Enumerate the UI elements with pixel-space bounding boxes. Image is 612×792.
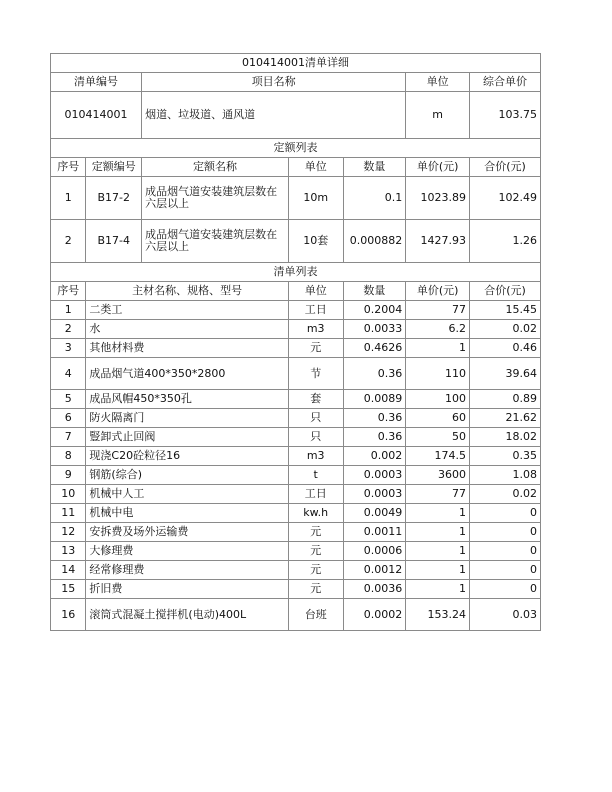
material-header-row bbox=[51, 282, 541, 301]
material-unit: 元 bbox=[288, 523, 343, 542]
material-qty: 0.0036 bbox=[343, 580, 406, 599]
material-name: 成品风帽450*350孔 bbox=[86, 390, 288, 409]
quota-total: 102.49 bbox=[470, 177, 541, 220]
material-qty: 0.0003 bbox=[343, 466, 406, 485]
material-total: 0.02 bbox=[470, 320, 541, 339]
material-seq: 7 bbox=[51, 428, 86, 447]
quota-qty: 0.000882 bbox=[343, 220, 406, 263]
material-unit-price: 1 bbox=[406, 504, 470, 523]
material-seq: 8 bbox=[51, 447, 86, 466]
material-qty: 0.36 bbox=[343, 358, 406, 390]
material-seq: 3 bbox=[51, 339, 86, 358]
material-unit-price: 3600 bbox=[406, 466, 470, 485]
material-unit: 工日 bbox=[288, 301, 343, 320]
material-unit-price: 1 bbox=[406, 339, 470, 358]
material-unit-price: 1 bbox=[406, 523, 470, 542]
title-row bbox=[51, 54, 541, 73]
quota-seq: 1 bbox=[51, 177, 86, 220]
material-name: 经常修理费 bbox=[86, 561, 288, 580]
material-unit-price: 100 bbox=[406, 390, 470, 409]
material-unit: 只 bbox=[288, 409, 343, 428]
material-unit: 工日 bbox=[288, 485, 343, 504]
material-row bbox=[51, 599, 541, 631]
material-name: 成品烟气道400*350*2800 bbox=[86, 358, 288, 390]
material-total: 0.35 bbox=[470, 447, 541, 466]
quota-unit-price: 1023.89 bbox=[406, 177, 470, 220]
quota-name-header: 定额名称 bbox=[142, 158, 289, 177]
material-name-header: 主材名称、规格、型号 bbox=[86, 282, 288, 301]
material-unit-price: 110 bbox=[406, 358, 470, 390]
material-row bbox=[51, 466, 541, 485]
material-unit-price: 153.24 bbox=[406, 599, 470, 631]
material-row bbox=[51, 523, 541, 542]
material-total: 0 bbox=[470, 580, 541, 599]
bill-code: 010414001 bbox=[51, 92, 142, 139]
material-name: 其他材料费 bbox=[86, 339, 288, 358]
material-seq: 16 bbox=[51, 599, 86, 631]
material-qty: 0.0003 bbox=[343, 485, 406, 504]
bill-detail-table bbox=[50, 53, 541, 631]
material-unit-price: 6.2 bbox=[406, 320, 470, 339]
material-unit: 元 bbox=[288, 580, 343, 599]
material-unit-price: 77 bbox=[406, 485, 470, 504]
quota-seq-header: 序号 bbox=[51, 158, 86, 177]
material-qty: 0.0002 bbox=[343, 599, 406, 631]
material-name: 二类工 bbox=[86, 301, 288, 320]
quota-code: B17-4 bbox=[86, 220, 142, 263]
material-name: 滚筒式混凝土搅拌机(电动)400L bbox=[86, 599, 288, 631]
material-total: 0.46 bbox=[470, 339, 541, 358]
material-qty: 0.36 bbox=[343, 409, 406, 428]
material-unit-price: 1 bbox=[406, 542, 470, 561]
material-total: 0.03 bbox=[470, 599, 541, 631]
material-name: 水 bbox=[86, 320, 288, 339]
quota-unit-price: 1427.93 bbox=[406, 220, 470, 263]
quota-name: 成品烟气道安装建筑层数在六层以上 bbox=[142, 177, 289, 220]
material-row bbox=[51, 390, 541, 409]
material-total: 18.02 bbox=[470, 428, 541, 447]
material-seq: 6 bbox=[51, 409, 86, 428]
material-seq: 13 bbox=[51, 542, 86, 561]
material-row bbox=[51, 504, 541, 523]
material-row bbox=[51, 580, 541, 599]
bill-name: 烟道、垃圾道、通风道 bbox=[142, 92, 406, 139]
material-unit: kw.h bbox=[288, 504, 343, 523]
material-total: 1.08 bbox=[470, 466, 541, 485]
material-unit: m3 bbox=[288, 320, 343, 339]
bill-name-header: 项目名称 bbox=[142, 73, 406, 92]
material-seq: 9 bbox=[51, 466, 86, 485]
quota-code-header: 定额编号 bbox=[86, 158, 142, 177]
material-total: 0 bbox=[470, 561, 541, 580]
material-total: 0 bbox=[470, 523, 541, 542]
material-unit: 节 bbox=[288, 358, 343, 390]
quota-header-row bbox=[51, 158, 541, 177]
material-total: 0 bbox=[470, 542, 541, 561]
material-total: 21.62 bbox=[470, 409, 541, 428]
material-qty: 0.002 bbox=[343, 447, 406, 466]
material-name: 防火隔离门 bbox=[86, 409, 288, 428]
material-qty: 0.4626 bbox=[343, 339, 406, 358]
material-seq-header: 序号 bbox=[51, 282, 86, 301]
material-unit: m3 bbox=[288, 447, 343, 466]
material-unit-price: 50 bbox=[406, 428, 470, 447]
table-title: 010414001清单详细 bbox=[51, 54, 541, 73]
material-name: 大修理费 bbox=[86, 542, 288, 561]
quota-code: B17-2 bbox=[86, 177, 142, 220]
material-row bbox=[51, 301, 541, 320]
material-qty: 0.0033 bbox=[343, 320, 406, 339]
material-name: 机械中人工 bbox=[86, 485, 288, 504]
quota-seq: 2 bbox=[51, 220, 86, 263]
quota-section-row bbox=[51, 139, 541, 158]
material-row bbox=[51, 447, 541, 466]
material-row bbox=[51, 485, 541, 504]
quota-section-title: 定额列表 bbox=[51, 139, 541, 158]
material-row bbox=[51, 428, 541, 447]
bill-header-row bbox=[51, 73, 541, 92]
quota-unit: 10套 bbox=[288, 220, 343, 263]
quota-name: 成品烟气道安装建筑层数在六层以上 bbox=[142, 220, 289, 263]
material-qty: 0.0006 bbox=[343, 542, 406, 561]
material-section-row bbox=[51, 263, 541, 282]
material-total: 0 bbox=[470, 504, 541, 523]
material-total-header: 合价(元) bbox=[470, 282, 541, 301]
material-unit-header: 单位 bbox=[288, 282, 343, 301]
material-unit-price: 1 bbox=[406, 561, 470, 580]
material-row bbox=[51, 409, 541, 428]
quota-unit-price-header: 单价(元) bbox=[406, 158, 470, 177]
material-row bbox=[51, 561, 541, 580]
material-qty: 0.2004 bbox=[343, 301, 406, 320]
material-name: 机械中电 bbox=[86, 504, 288, 523]
material-seq: 14 bbox=[51, 561, 86, 580]
bill-unit: m bbox=[406, 92, 470, 139]
bill-row bbox=[51, 92, 541, 139]
material-name: 豎卸式止回阀 bbox=[86, 428, 288, 447]
material-unit: 元 bbox=[288, 561, 343, 580]
material-unit-price: 60 bbox=[406, 409, 470, 428]
material-qty: 0.0089 bbox=[343, 390, 406, 409]
material-unit-price: 1 bbox=[406, 580, 470, 599]
material-total: 15.45 bbox=[470, 301, 541, 320]
material-unit-price-header: 单价(元) bbox=[406, 282, 470, 301]
bill-code-header: 清单编号 bbox=[51, 73, 142, 92]
material-unit: 只 bbox=[288, 428, 343, 447]
material-qty: 0.0049 bbox=[343, 504, 406, 523]
quota-total-header: 合价(元) bbox=[470, 158, 541, 177]
material-qty: 0.0012 bbox=[343, 561, 406, 580]
material-unit: 元 bbox=[288, 542, 343, 561]
quota-unit: 10m bbox=[288, 177, 343, 220]
material-row bbox=[51, 320, 541, 339]
material-section-title: 清单列表 bbox=[51, 263, 541, 282]
quota-total: 1.26 bbox=[470, 220, 541, 263]
material-name: 安拆费及场外运输费 bbox=[86, 523, 288, 542]
material-row bbox=[51, 358, 541, 390]
material-name: 现浇C20砼粒径16 bbox=[86, 447, 288, 466]
material-seq: 15 bbox=[51, 580, 86, 599]
material-row bbox=[51, 542, 541, 561]
material-unit-price: 174.5 bbox=[406, 447, 470, 466]
material-seq: 2 bbox=[51, 320, 86, 339]
material-seq: 10 bbox=[51, 485, 86, 504]
material-unit: 台班 bbox=[288, 599, 343, 631]
material-unit: t bbox=[288, 466, 343, 485]
bill-price: 103.75 bbox=[470, 92, 541, 139]
quota-unit-header: 单位 bbox=[288, 158, 343, 177]
quota-qty-header: 数量 bbox=[343, 158, 406, 177]
material-name: 钢筋(综合) bbox=[86, 466, 288, 485]
material-seq: 12 bbox=[51, 523, 86, 542]
material-seq: 11 bbox=[51, 504, 86, 523]
material-seq: 4 bbox=[51, 358, 86, 390]
material-qty: 0.0011 bbox=[343, 523, 406, 542]
quota-qty: 0.1 bbox=[343, 177, 406, 220]
material-unit: 元 bbox=[288, 339, 343, 358]
bill-price-header: 综合单价 bbox=[470, 73, 541, 92]
material-seq: 1 bbox=[51, 301, 86, 320]
bill-unit-header: 单位 bbox=[406, 73, 470, 92]
material-total: 0.02 bbox=[470, 485, 541, 504]
material-qty: 0.36 bbox=[343, 428, 406, 447]
material-name: 折旧费 bbox=[86, 580, 288, 599]
material-total: 0.89 bbox=[470, 390, 541, 409]
material-unit-price: 77 bbox=[406, 301, 470, 320]
quota-row bbox=[51, 177, 541, 220]
material-total: 39.64 bbox=[470, 358, 541, 390]
material-unit: 套 bbox=[288, 390, 343, 409]
quota-row bbox=[51, 220, 541, 263]
material-row bbox=[51, 339, 541, 358]
material-seq: 5 bbox=[51, 390, 86, 409]
material-qty-header: 数量 bbox=[343, 282, 406, 301]
